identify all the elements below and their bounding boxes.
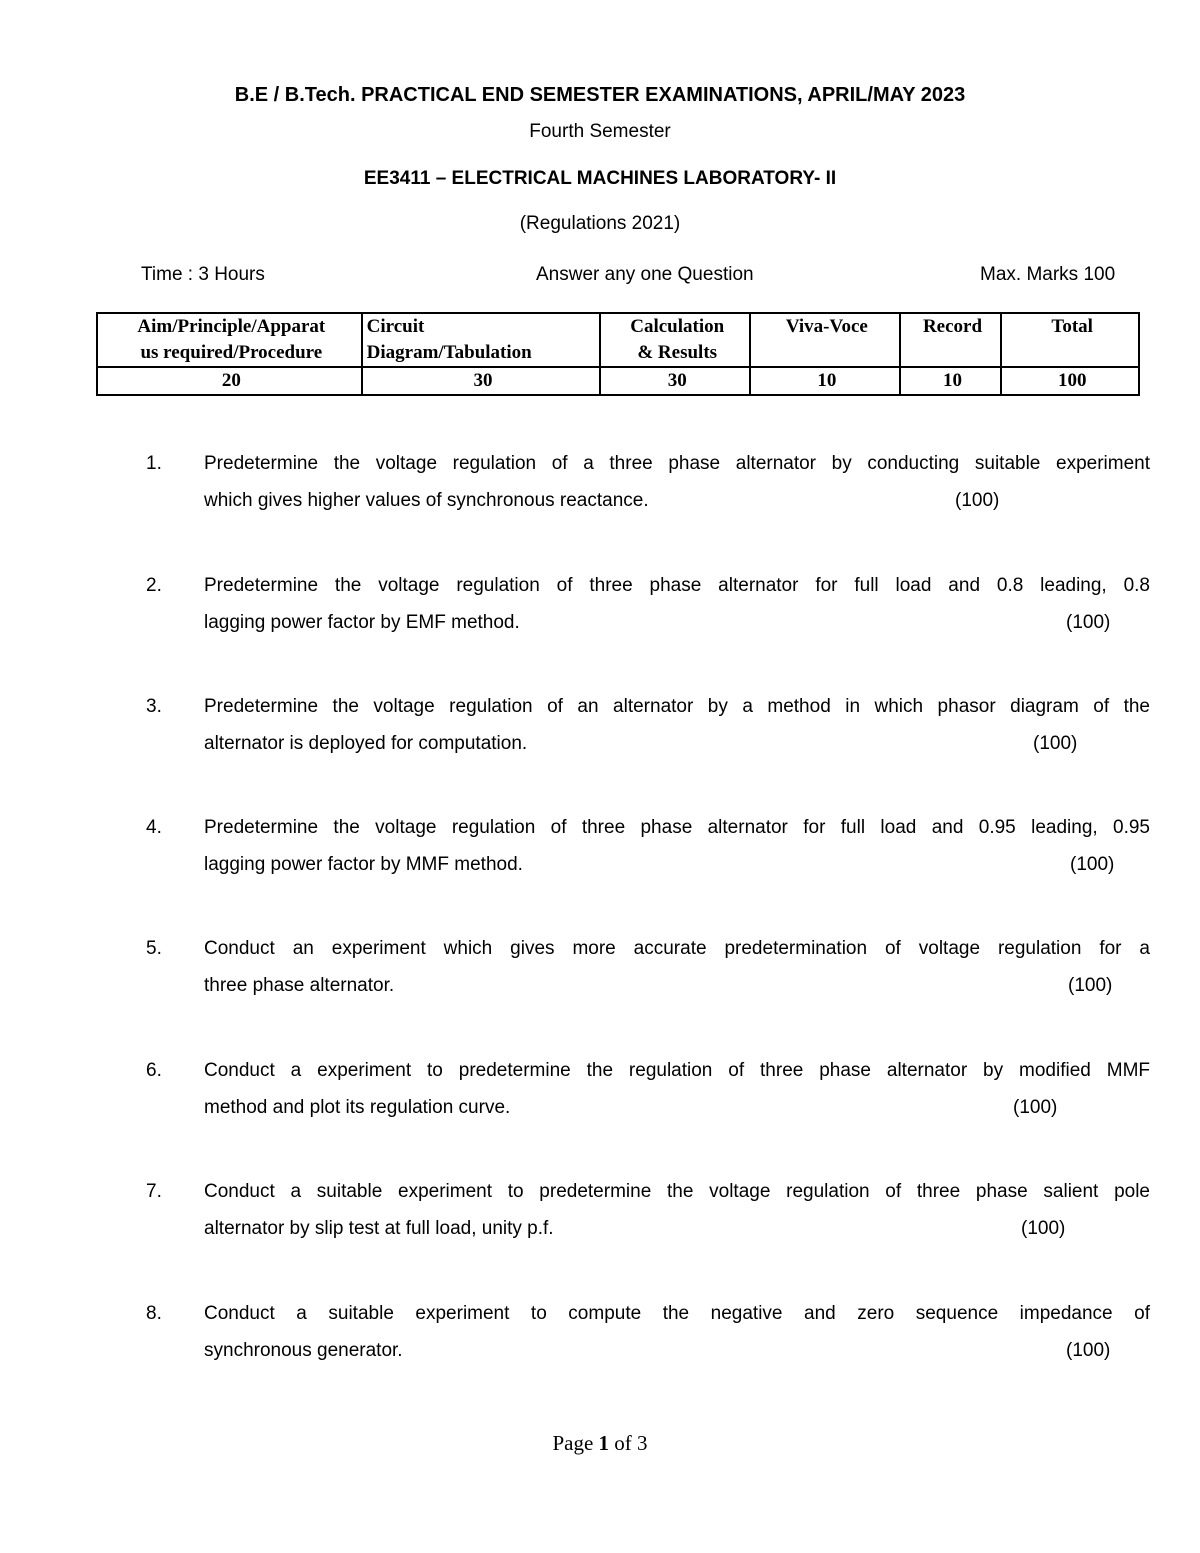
question-text: Predetermine the voltage regulation of three phase alternator for full load and 0.95 leading, 0.95 [204,817,1150,838]
of-label: of [614,1431,632,1455]
question-text: lagging power factor by MMF method. [204,854,523,875]
question-text: Conduct an experiment which gives more accurate predetermination of voltage regulation for a [204,938,1150,959]
question-marks: (100) [1033,733,1078,754]
exam-title: B.E / B.Tech. PRACTICAL END SEMESTER EXAMINATIONS, APRIL/MAY 2023 [234,84,966,106]
question-text: method and plot its regulation curve. [204,1097,511,1118]
question-text: Conduct a suitable experiment to predetermine the voltage regulation of three phase salient pole [204,1181,1150,1202]
question-text: Predetermine the voltage regulation of an alternator by a method in which phasor diagram of the [204,696,1150,717]
question-number: 4. [146,817,162,838]
table-cell: 30 [362,367,601,395]
table-cell: 20 [97,367,362,395]
marks-distribution-table [96,312,1140,396]
question-text: which gives higher values of synchronous reactance. [204,490,649,511]
question-text: three phase alternator. [204,975,395,996]
course-title: EE3411 – ELECTRICAL MACHINES LABORATORY- II [363,168,837,189]
table-header-cell: Circuit Diagram/Tabulation [362,313,601,367]
question-number: 3. [146,696,162,717]
question-marks: (100) [1066,612,1111,633]
table-row [97,367,1139,395]
question-text: alternator by slip test at full load, unity p.f. [204,1218,554,1239]
regulations: (Regulations 2021) [519,213,681,234]
question-marks: (100) [955,490,1000,511]
table-header-cell: Aim/Principle/Apparat us required/Procedure [97,313,362,367]
question-marks: (100) [1021,1218,1066,1239]
question-number: 2. [146,575,162,596]
question-number: 7. [146,1181,162,1202]
page-footer [0,1431,1200,1456]
question-number: 8. [146,1303,162,1324]
page-label: Page [552,1431,594,1455]
table-cell: 10 [750,367,900,395]
max-marks: Max. Marks 100 [980,264,1116,285]
table-cell: 100 [1001,367,1139,395]
semester: Fourth Semester [529,121,671,142]
question-marks: (100) [1070,854,1115,875]
question-text: synchronous generator. [204,1340,403,1361]
table-cell: 30 [600,367,750,395]
question-number: 1. [146,453,162,474]
question-marks: (100) [1068,975,1113,996]
total-pages: 3 [637,1431,648,1455]
table-header-cell: Viva-Voce [750,313,900,367]
question-text: Predetermine the voltage regulation of a three phase alternator by conducting suitable experiment [204,453,1150,474]
page-number: 1 [598,1431,610,1455]
exam-duration: Time : 3 Hours [141,264,265,285]
table-cell: 10 [900,367,1002,395]
question-text: Conduct a suitable experiment to compute the negative and zero sequence impedance of [204,1303,1150,1324]
question-number: 5. [146,938,162,959]
question-text: Predetermine the voltage regulation of three phase alternator for full load and 0.8 leading, 0.8 [204,575,1150,596]
question-number: 6. [146,1060,162,1081]
question-marks: (100) [1013,1097,1058,1118]
question-text: lagging power factor by EMF method. [204,612,520,633]
table-header-cell: Total [1001,313,1139,367]
exam-instruction: Answer any one Question [536,264,754,285]
table-header-row [97,313,1139,367]
question-marks: (100) [1066,1340,1111,1361]
table-header-cell: Calculation & Results [600,313,750,367]
question-text: Conduct a experiment to predetermine the regulation of three phase alternator by modified MMF [204,1060,1150,1081]
question-text: alternator is deployed for computation. [204,733,528,754]
table-header-cell: Record [900,313,1002,367]
